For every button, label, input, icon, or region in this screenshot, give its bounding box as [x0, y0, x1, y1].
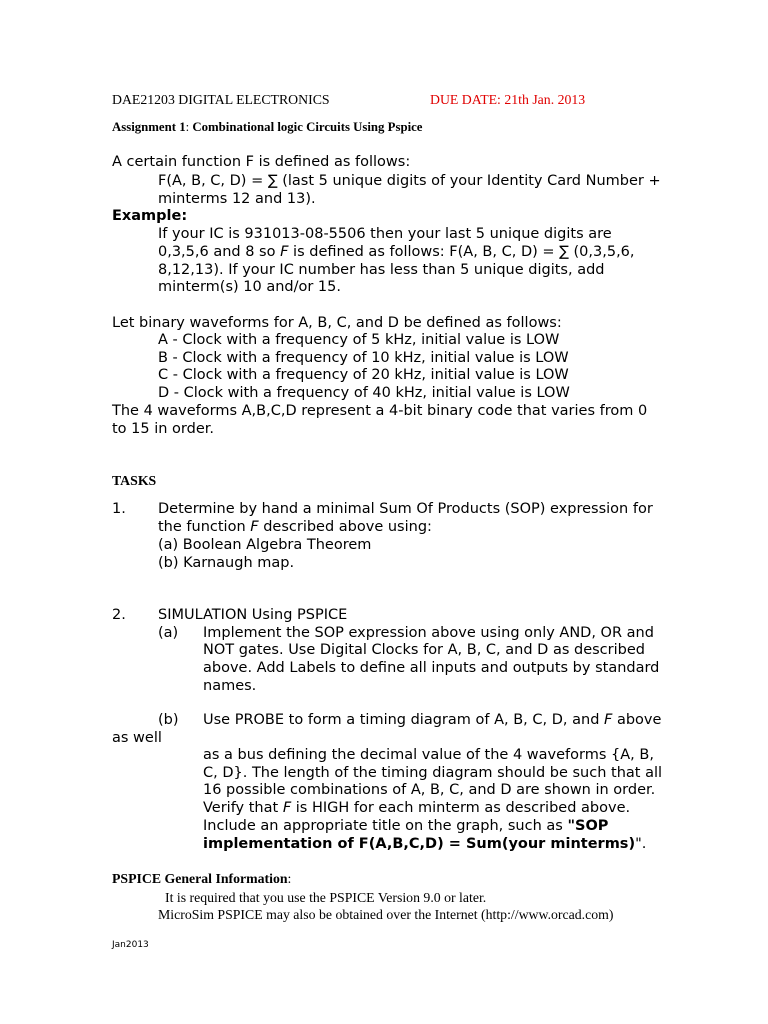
task-1-line-2a: the function: [158, 519, 251, 535]
tasks-heading: TASKS: [112, 473, 157, 488]
task-2a-line-3: above. Add Labels to define all inputs and outputs by standard: [203, 660, 660, 676]
example-line-2: [158, 244, 635, 260]
example-line-2b: F: [280, 244, 289, 260]
task-2b-line-7: [203, 836, 646, 852]
task-1-line-1: Determine by hand a minimal Sum Of Products (SOP) expression for: [158, 501, 653, 517]
task-2a-line-4: names.: [203, 678, 257, 694]
task-2b-line-5b: F: [282, 800, 292, 816]
example-heading: Example:: [112, 208, 188, 224]
task-2b-line-1a: Use PROBE to form a timing diagram of A, B, C, D, and: [203, 712, 605, 728]
task-2b-line-2: as a bus defining the decimal value of the 4 waveforms {A, B,: [203, 747, 654, 763]
assignment-heading: [112, 120, 422, 135]
task-2a-line-2: NOT gates. Use Digital Clocks for A, B, C, and D as described: [203, 642, 645, 658]
intro-line-1: A certain function F is defined as follows:: [112, 154, 411, 170]
task-2b-line-5c: is HIGH for each minterm as described above.: [291, 800, 631, 816]
due-date: DUE DATE: 21th Jan. 2013: [430, 92, 586, 107]
task-1-a: (a) Boolean Algebra Theorem: [158, 537, 372, 553]
pspice-heading-text: PSPICE General Information: [112, 871, 288, 886]
task-2b-line-7b: ".: [635, 836, 647, 852]
task-2b-line-5: [203, 800, 630, 816]
assignment-title: Combinational logic Circuits Using Pspice: [192, 120, 423, 134]
waveform-item: B - Clock with a frequency of 10 kHz, initial value is LOW: [158, 350, 569, 366]
task-2b-line-6a: Include an appropriate title on the graph, such as: [203, 818, 568, 834]
task-1-line-2: [158, 519, 432, 535]
task-2b-label: (b): [158, 712, 179, 728]
intro-line-3: minterms 12 and 13).: [158, 191, 316, 207]
task-2b-line-6b: "SOP: [567, 818, 609, 834]
assignment-sep: :: [185, 120, 193, 134]
assignment-label: Assignment 1: [112, 120, 186, 134]
task-2b-line-1c: above: [612, 712, 662, 728]
task-1-line-2b: F: [250, 519, 259, 535]
task-2b-line-6: [203, 818, 608, 834]
task-2b-line-1: [203, 712, 661, 728]
waveform-item: D - Clock with a frequency of 40 kHz, initial value is LOW: [158, 385, 570, 401]
pspice-line-2: MicroSim PSPICE may also be obtained over the Internet (http://www.orcad.com): [158, 907, 614, 922]
example-line-2c: is defined as follows: F(A, B, C, D) = ∑ (0,3,5,6,: [288, 244, 635, 260]
example-line-3: 8,12,13). If your IC number has less than 5 unique digits, add: [158, 262, 605, 278]
task-1-b: (b) Karnaugh map.: [158, 555, 295, 571]
task-2b-wrap: as well: [112, 730, 162, 746]
task-2a-label: (a): [158, 625, 179, 641]
task-2b-line-7a: implementation of F(A,B,C,D) = Sum(your minterms): [203, 836, 636, 852]
waveforms-intro: Let binary waveforms for A, B, C, and D be defined as follows:: [112, 315, 562, 331]
waveform-item: C - Clock with a frequency of 20 kHz, initial value is LOW: [158, 367, 569, 383]
example-line-2a: 0,3,5,6 and 8 so: [158, 244, 281, 260]
task-2b-line-3: C, D}. The length of the timing diagram should be such that all: [203, 765, 663, 781]
pspice-heading: [112, 871, 291, 887]
task-1-number: 1.: [112, 501, 126, 517]
task-2-number: 2.: [112, 607, 126, 623]
course-title: DAE21203 DIGITAL ELECTRONICS: [112, 92, 330, 107]
pspice-line-1: It is required that you use the PSPICE Version 9.0 or later.: [165, 890, 487, 905]
waveforms-summary-1: The 4 waveforms A,B,C,D represent a 4-bit binary code that varies from 0: [112, 403, 648, 419]
task-2b-line-1b: F: [604, 712, 613, 728]
example-line-1: If your IC is 931013-08-5506 then your last 5 unique digits are: [158, 226, 612, 242]
task-2b-line-5a: Verify that: [203, 800, 283, 816]
waveforms-summary-2: to 15 in order.: [112, 421, 214, 437]
intro-line-2: F(A, B, C, D) = ∑ (last 5 unique digits of your Identity Card Number +: [158, 173, 661, 189]
footer-date: Jan2013: [112, 940, 149, 950]
task-1-line-2c: described above using:: [258, 519, 432, 535]
task-2a-line-1: Implement the SOP expression above using only AND, OR and: [203, 625, 654, 641]
task-2b-line-4: 16 possible combinations of A, B, C, and D are shown in order.: [203, 782, 656, 798]
waveform-item: A - Clock with a frequency of 5 kHz, initial value is LOW: [158, 332, 560, 348]
task-2-title: SIMULATION Using PSPICE: [158, 607, 348, 623]
pspice-heading-colon: :: [287, 871, 292, 886]
example-line-4: minterm(s) 10 and/or 15.: [158, 279, 341, 295]
